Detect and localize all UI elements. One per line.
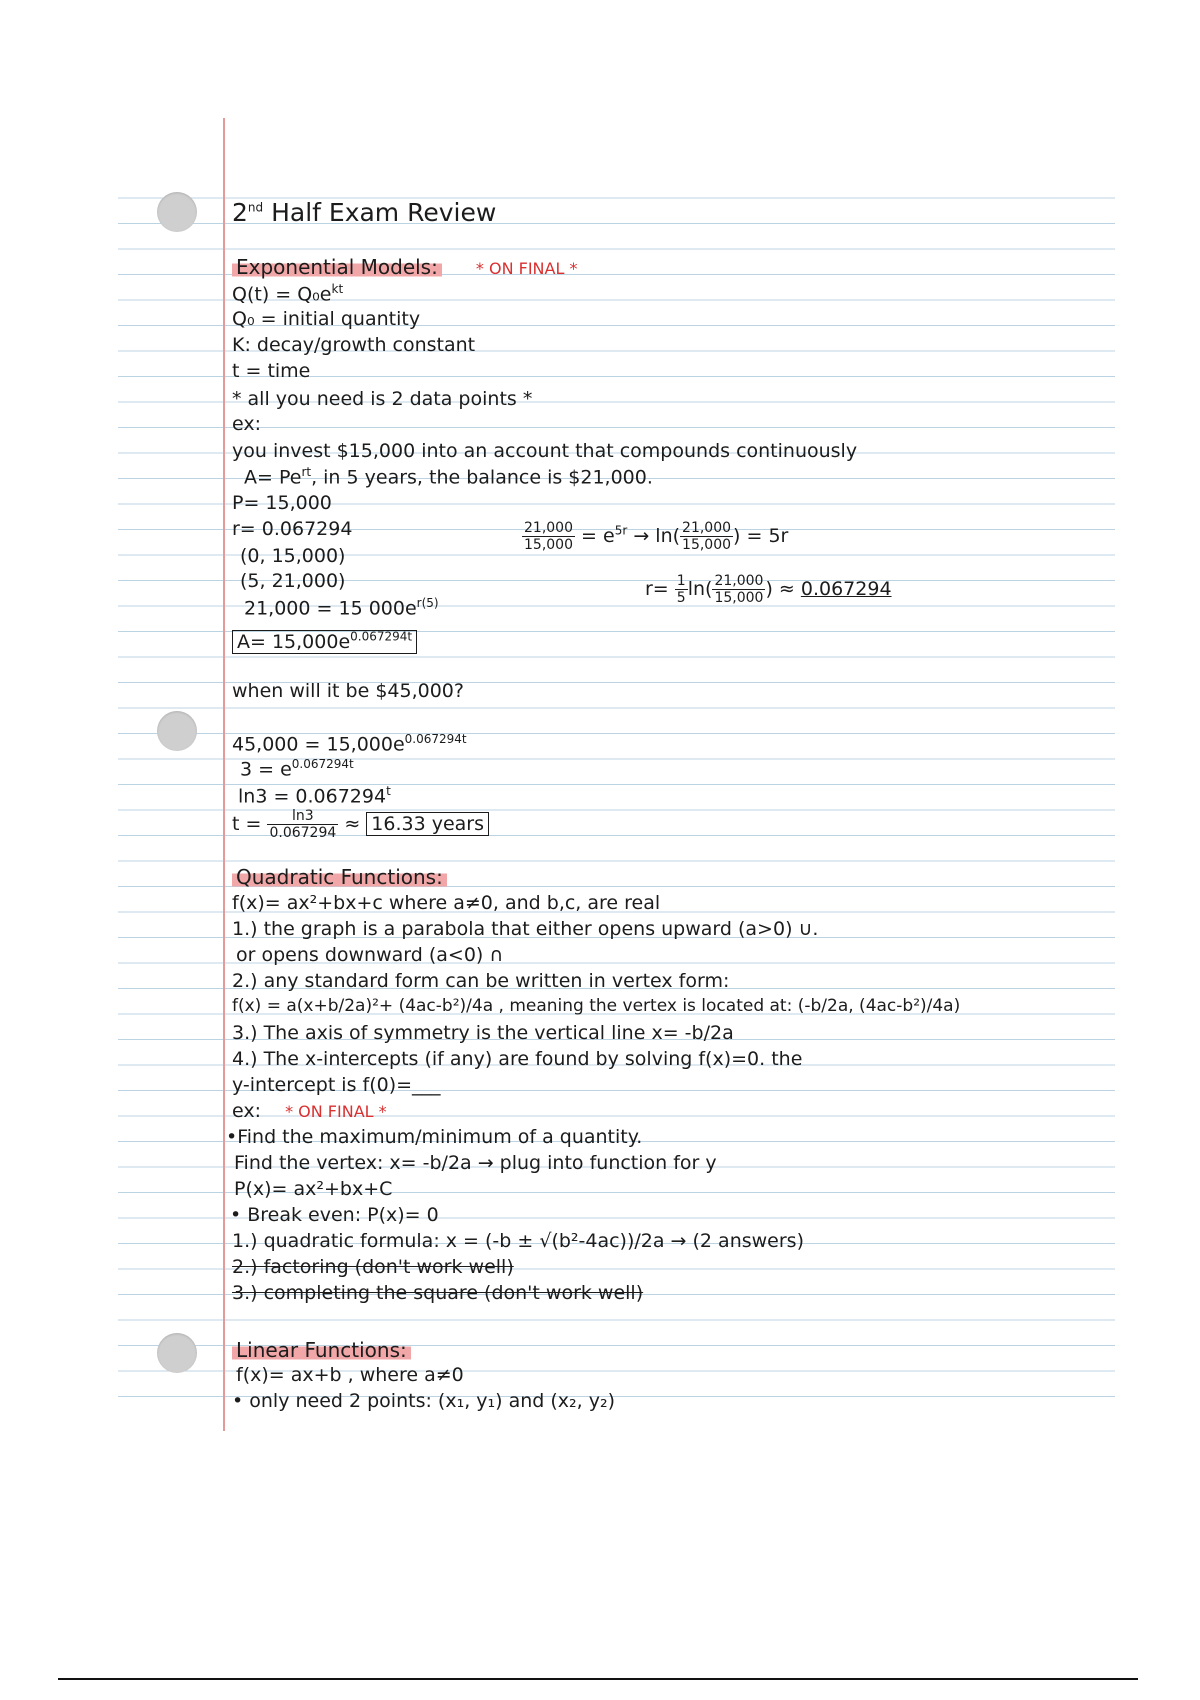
exp-equation: 21,000 = 15 $000e^{r(5)}$ bbox=[244, 596, 439, 620]
exp-answer-box: 16.33 years bbox=[366, 812, 489, 836]
quad-example-4: • Break even: P(x)= 0 bbox=[230, 1204, 439, 1226]
quad-ex-line bbox=[232, 1100, 387, 1122]
quad-example-1: •Find the maximum/minimum of a quantity. bbox=[226, 1126, 643, 1148]
quad-point-4b: y-intercept is f(0)=___ bbox=[232, 1074, 441, 1096]
exp-step-1: $45,000 = 15,000e^{0.067294t}$ bbox=[232, 732, 467, 756]
quad-example-7: 3.) completing the square (don't work well) bbox=[232, 1282, 644, 1304]
quad-final-tag: * ON FINAL * bbox=[285, 1102, 387, 1121]
quad-point-4a: 4.) The x-intercepts (if any) are found by solving f(x)=0. the bbox=[232, 1048, 803, 1070]
exp-k: K: decay/growth constant bbox=[232, 334, 476, 356]
quad-point-3: 3.) The axis of symmetry is the vertical line x= -b/2a bbox=[232, 1022, 734, 1044]
quad-point-2a: 2.) any standard form can be written in vertex form: bbox=[232, 970, 730, 992]
punch-hole-middle bbox=[157, 711, 197, 751]
exp-step-3: $\ln 3 = 0.067294^t$ bbox=[238, 784, 391, 808]
exp-point-1: (0, 15,000) bbox=[240, 545, 346, 567]
lin-heading-line bbox=[232, 1338, 411, 1362]
exp-step-4: t = $\frac{\ln 3}{0.067294}$ ≈ 16.33 years bbox=[232, 808, 489, 841]
quad-example-3: P(x)= ax²+bx+C bbox=[234, 1178, 393, 1200]
quad-definition: f(x)= ax²+bx+c where a≠0, and b,c, are real bbox=[232, 892, 661, 914]
quad-heading: Quadratic Functions: bbox=[232, 865, 447, 889]
exp-formula: $Q(t) = Q_0e^{kt}$ bbox=[232, 282, 344, 306]
bottom-rule bbox=[58, 1678, 1138, 1680]
exp-final-tag: * ON FINAL * bbox=[475, 259, 578, 278]
punch-hole-bottom bbox=[157, 1333, 197, 1373]
quad-example-6: 2.) factoring (don't work well) bbox=[232, 1256, 514, 1278]
exp-problem-2: $A= Pe^{rt}$, in 5 years, the balance is $21,000. bbox=[244, 465, 653, 489]
exp-r: r= 0.067294 bbox=[232, 518, 353, 540]
exp-q0: Q₀ = initial quantity bbox=[232, 308, 421, 330]
exp-p: P= 15,000 bbox=[232, 492, 332, 514]
lin-note: • only need 2 points: (x₁, y₁) and (x₂, y₂) bbox=[232, 1390, 615, 1412]
exp-heading-line bbox=[232, 255, 577, 279]
page-title: 2nd Half Exam Review bbox=[232, 198, 497, 227]
quad-example-5: 1.) quadratic formula: x = (-b ± √(b²-4ac))/2a → (2 answers) bbox=[232, 1230, 804, 1252]
exp-problem-1: you invest $15,000 into an account that compounds continuously bbox=[232, 440, 858, 462]
margin-line bbox=[223, 118, 225, 1431]
quad-heading-line bbox=[232, 865, 447, 889]
quad-point-1a: 1.) the graph is a parabola that either opens upward (a>0) ∪. bbox=[232, 918, 819, 940]
lin-heading: Linear Functions: bbox=[232, 1338, 411, 1362]
exp-step-2: $3 = e^{0.067294t}$ bbox=[240, 757, 354, 781]
exp-boxed-model: $A= 15,000e^{0.067294t}$ bbox=[232, 630, 417, 653]
quad-point-2b: f(x) = a(x+b/2a)²+ (4ac-b²)/4a , meaning the vertex is located at: (-b/2a, (4ac-b²)/4a) bbox=[232, 996, 961, 1016]
exp-ratio-work: $\frac{21,000}{15,000}$ = $e^{5r} \to \ln$( $\frac{21,000}{15,000}$ ) = 5r bbox=[524, 520, 789, 553]
quad-point-1b: or opens downward (a<0) ∩ bbox=[236, 944, 504, 966]
exp-t: t = time bbox=[232, 360, 311, 382]
exp-question-2: when will it be $45,000? bbox=[232, 680, 464, 702]
quad-example-2: Find the vertex: x= -b/2a → plug into function for y bbox=[234, 1152, 717, 1174]
exp-point-2: (5, 21,000) bbox=[240, 570, 346, 592]
lin-definition: f(x)= ax+b , where a≠0 bbox=[236, 1364, 464, 1386]
punch-hole-top bbox=[157, 192, 197, 232]
exp-ex: ex: bbox=[232, 413, 262, 435]
exp-note: * all you need is 2 data points * bbox=[232, 388, 533, 410]
exp-r-solve: r= $\frac{1}{5}$ ln( $\frac{21,000}{15,000}$ ) ≈ 0.067294 bbox=[645, 573, 892, 606]
exp-heading: Exponential Models: bbox=[232, 255, 442, 279]
quad-ex: ex: bbox=[232, 1100, 262, 1122]
